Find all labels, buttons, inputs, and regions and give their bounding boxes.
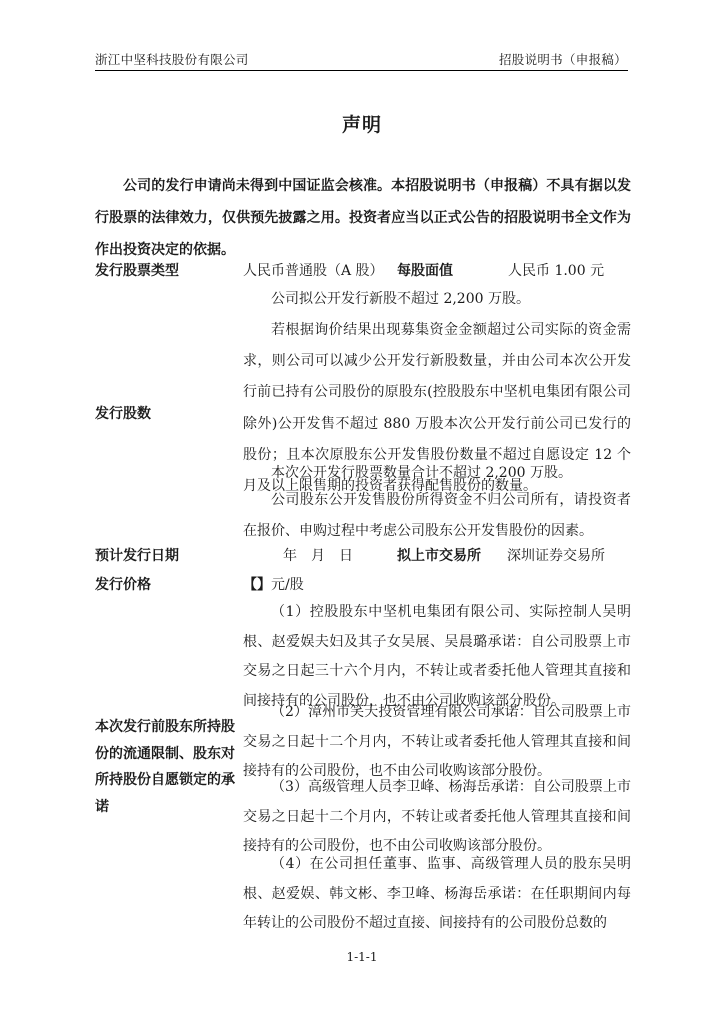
stock-type-label: 发行股票类型 [95,263,179,279]
shares-paragraph: 若根据询价结果出现募集资金金额超过公司实际的资金需求，则公司可以减少公开发行新股数量，并由公司本次公开发行前已持有公司股份的原股东(控股股东中坚机电集团有限公司除外)公开发售不超过 880 万股本次公开发行前公司已发行的股份；且本次原股东公开发售股份数量不超过自愿设定 12 个月及以上限售期的投资者获得配售股份的数量。 [243,322,631,495]
page-title: 声明 [341,114,382,136]
lockup-label: 本次发行前股东所持股份的流通限制、股东对所持股份自愿锁定的承诺 [95,719,235,815]
shares-label: 发行股数 [95,406,151,422]
issue-price-value [243,574,304,594]
header-document-title: 招股说明书（申报稿） [498,52,627,67]
exchange-label: 拟上市交易所 [397,548,481,564]
price-bracket: 【】 [243,577,271,593]
lockup-paragraph: （1）控股股东中坚机电集团有限公司、实际控制人吴明根、赵爱娱夫妇及其子女吴展、吴晨璐承诺：自公司股票上市交易之日起三十六个月内，不转让或者委托他人管理其直接和间接持有的公司股份，也不由公司收购该部分股份。 [243,604,631,709]
statement-paragraph: 公司的发行申请尚未得到中国证监会核准。本招股说明书（申报稿）不具有据以发行股票的法律效力，仅供预先披露之用。投资者应当以正式公告的招股说明书全文作为作出投资决定的依据。 [95,178,631,258]
lockup-paragraph: （2）漳州市笑天投资管理有限公司承诺：自公司股票上市交易之日起十二个月内，不转让或者委托他人管理其直接和间接持有的公司股份，也不由公司收购该部分股份。 [243,704,631,779]
exchange-value: 深圳证券交易所 [507,548,605,564]
lockup-paragraph: （4）在公司担任董事、监事、高级管理人员的股东吴明根、赵爱娱、韩文彬、李卫峰、杨海岳承诺：在任职期间内每年转让的公司股份不超过直接、间接持有的公司股份总数的 [243,856,631,931]
par-value-label: 每股面值 [397,263,453,279]
shares-paragraph: 公司股东公开发售股份所得资金不归公司所有，请投资者在报价、申购过程中考虑公司股东公开发售股份的因素。 [243,492,631,540]
lockup-paragraph: （3）高级管理人员李卫峰、杨海岳承诺：自公司股票上市交易之日起十二个月内，不转让或者委托他人管理其直接和间接持有的公司股份，也不由公司收购该部分股份。 [243,779,631,854]
issue-date-value: 年 月 日 [283,548,353,564]
shares-paragraph: 公司拟公开发行新股不超过 2,200 万股。 [271,291,530,307]
issue-price-label: 发行价格 [95,577,151,593]
price-unit: 元/股 [271,577,304,593]
shares-paragraph: 本次公开发行股票数量合计不超过 2,200 万股。 [271,465,572,481]
header-divider [95,70,628,71]
page-number: 1-1-1 [346,950,378,964]
issue-date-label: 预计发行日期 [95,548,179,564]
par-value-value: 人民币 1.00 元 [508,263,605,279]
stock-type-value: 人民币普通股（A 股） [243,263,384,279]
header-company-name: 浙江中坚科技股份有限公司 [95,52,249,67]
